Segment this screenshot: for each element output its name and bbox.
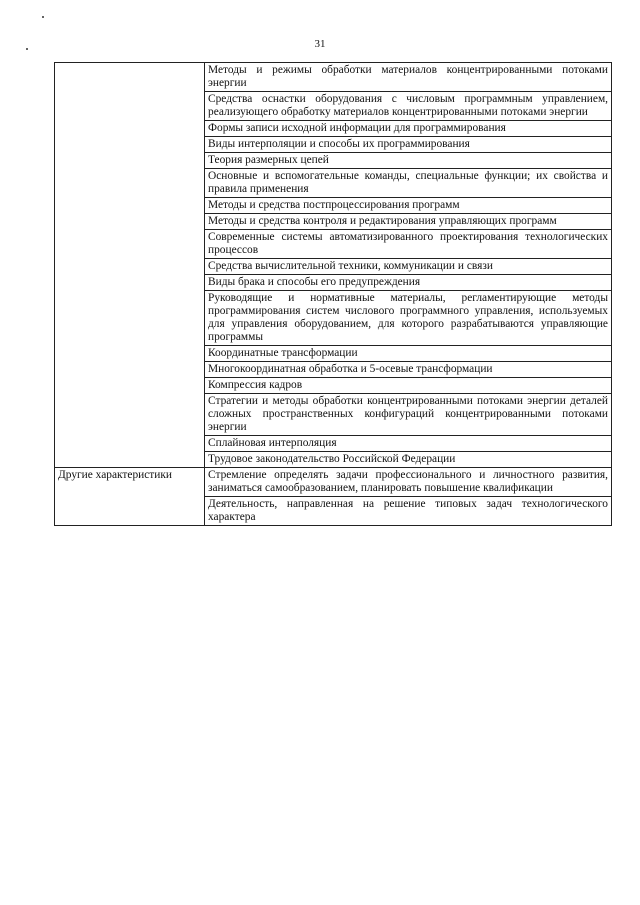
other-characteristics-label: Другие характеристики [55,468,205,526]
table-cell: Трудовое законодательство Российской Федерации [205,452,612,468]
table-cell: Методы и режимы обработки материалов концентрированными потоками энергии [205,63,612,92]
scan-speck [42,16,44,18]
table-cell: Многокоординатная обработка и 5-осевые трансформации [205,362,612,378]
table-cell: Сплайновая интерполяция [205,436,612,452]
page-number: 31 [314,38,326,50]
table-cell: Стремление определять задачи профессионального и личностного развития, заниматься самообразованием, планировать повышение квалификации [205,468,612,497]
table-cell: Компрессия кадров [205,378,612,394]
table-cell: Виды брака и способы его предупреждения [205,275,612,291]
table-cell: Основные и вспомогательные команды, специальные функции; их свойства и правила применения [205,169,612,198]
table-cell: Теория размерных цепей [205,153,612,169]
requirements-table [54,62,612,526]
table-cell: Стратегии и методы обработки концентрированными потоками энергии деталей сложных пространственных конфигураций концентрированными потоками энергии [205,394,612,436]
table-cell: Виды интерполяции и способы их программирования [205,137,612,153]
table-cell: Методы и средства постпроцессирования программ [205,198,612,214]
table-cell: Координатные трансформации [205,346,612,362]
table-cell: Руководящие и нормативные материалы, регламентирующие методы программирования систем числового программного управления, используемых для управления оборудованием, для которого разрабатываются управляющие программы [205,291,612,346]
table-cell: Деятельность, направленная на решение типовых задач технологического характера [205,497,612,526]
table-cell: Формы записи исходной информации для программирования [205,121,612,137]
empty-label-cell [55,63,205,468]
table-cell: Средства оснастки оборудования с числовым программным управлением, реализующего обработку материалов концентрированными потоками энергии [205,92,612,121]
table-row [55,63,612,92]
table-cell: Методы и средства контроля и редактирования управляющих программ [205,214,612,230]
table-cell: Современные системы автоматизированного проектирования технологических процессов [205,230,612,259]
table-cell: Средства вычислительной техники, коммуникации и связи [205,259,612,275]
table-row [55,468,612,497]
